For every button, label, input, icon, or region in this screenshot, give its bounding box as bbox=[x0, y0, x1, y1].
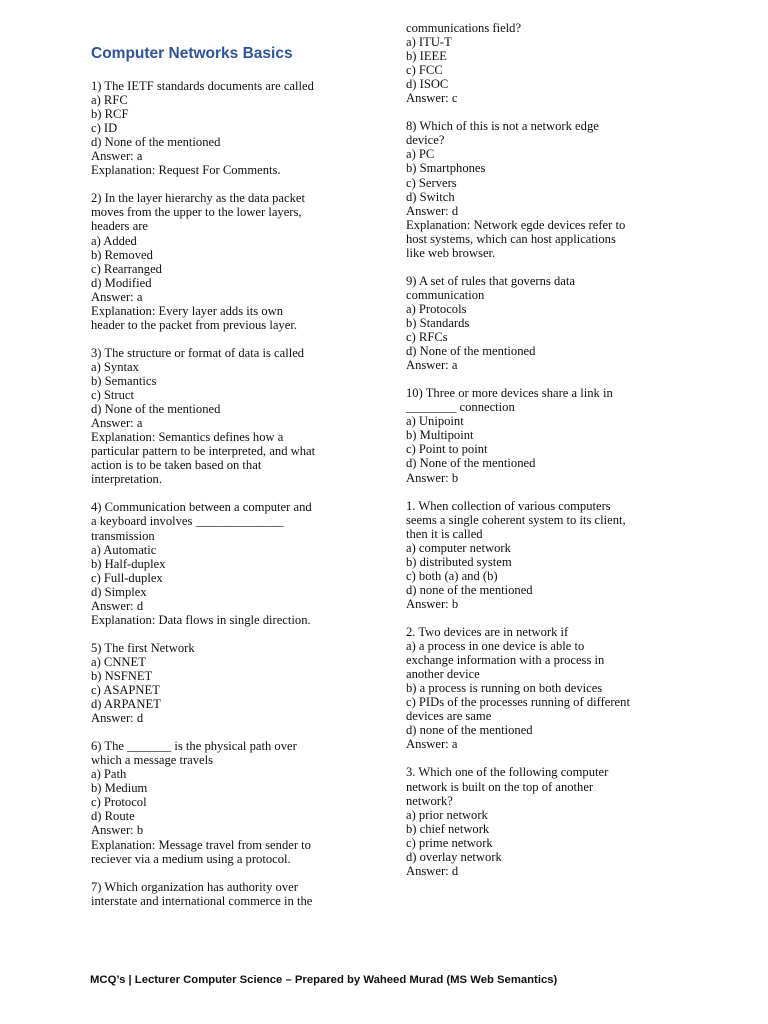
question-line: interpretation. bbox=[91, 472, 162, 487]
question-spacer bbox=[406, 611, 706, 625]
question-line: 6) The _______ is the physical path over bbox=[91, 739, 297, 754]
question-line: Answer: d bbox=[406, 863, 459, 878]
question-line: network? bbox=[406, 793, 453, 808]
question-line: b) Medium bbox=[91, 781, 148, 796]
question-line: d) ARPANET bbox=[91, 697, 161, 712]
question-line: d) None of the mentioned bbox=[406, 456, 536, 471]
question-spacer bbox=[91, 627, 376, 641]
question-line: b) IEEE bbox=[406, 49, 447, 64]
question-block bbox=[406, 386, 706, 484]
question-line: b) Standards bbox=[406, 315, 470, 330]
question-spacer bbox=[406, 372, 706, 386]
question-block bbox=[406, 625, 706, 751]
question-line: 8) Which of this is not a network edge bbox=[406, 119, 599, 134]
question-line: Answer: b bbox=[406, 596, 459, 611]
question-block bbox=[91, 191, 376, 331]
question-line: Answer: a bbox=[91, 289, 143, 304]
question-line: a) a process in one device is able to bbox=[406, 639, 585, 654]
question-line: 1. When collection of various computers bbox=[406, 498, 611, 513]
question-block bbox=[406, 499, 706, 611]
question-line: b) Half-duplex bbox=[91, 556, 166, 571]
question-line: particular pattern to be interpreted, and what bbox=[91, 444, 316, 459]
question-line: a) Unipoint bbox=[406, 414, 464, 429]
question-line: 3. Which one of the following computer bbox=[406, 765, 609, 780]
question-line: like web browser. bbox=[406, 245, 496, 260]
left-column bbox=[91, 0, 376, 908]
question-block bbox=[406, 765, 706, 877]
question-line: 10) Three or more devices share a link in bbox=[406, 386, 613, 401]
question-line: 9) A set of rules that governs data bbox=[406, 273, 575, 288]
question-line: a) CNNET bbox=[91, 654, 146, 669]
question-spacer bbox=[91, 486, 376, 500]
question-line: which a message travels bbox=[91, 753, 214, 768]
question-line: b) RCF bbox=[91, 107, 129, 122]
question-line: b) Semantics bbox=[91, 373, 157, 388]
document-title: Computer Networks Basics bbox=[91, 45, 293, 62]
question-block bbox=[91, 500, 376, 626]
question-line: a) computer network bbox=[406, 540, 511, 555]
question-line: ________ connection bbox=[406, 400, 515, 415]
question-line: d) Route bbox=[91, 809, 135, 824]
question-line: Answer: c bbox=[406, 91, 458, 106]
question-block bbox=[91, 79, 376, 177]
question-line: headers are bbox=[91, 219, 148, 234]
right-column bbox=[406, 0, 706, 878]
question-line: Explanation: Request For Comments. bbox=[91, 163, 281, 178]
question-block bbox=[91, 739, 376, 865]
question-spacer bbox=[406, 260, 706, 274]
question-line: 3) The structure or format of data is called bbox=[91, 345, 305, 360]
question-line: a) Added bbox=[91, 233, 137, 248]
question-line: Answer: a bbox=[91, 416, 143, 431]
question-line: host systems, which can host applications bbox=[406, 231, 616, 246]
question-line: Answer: a bbox=[91, 149, 143, 164]
question-line: a) Path bbox=[91, 767, 127, 782]
question-line: a) Automatic bbox=[91, 542, 157, 557]
question-line: interstate and international commerce in the bbox=[91, 893, 313, 908]
question-line: b) Smartphones bbox=[406, 161, 486, 176]
question-line: d) Modified bbox=[91, 275, 152, 290]
question-line: b) Multipoint bbox=[406, 428, 474, 443]
question-line: 7) Which organization has authority over bbox=[91, 879, 298, 894]
question-line: b) chief network bbox=[406, 821, 490, 836]
question-line: c) both (a) and (b) bbox=[406, 568, 498, 583]
question-spacer bbox=[91, 866, 376, 880]
question-line: c) Servers bbox=[406, 175, 457, 190]
question-spacer bbox=[406, 485, 706, 499]
question-line: c) PIDs of the processes running of different bbox=[406, 695, 630, 710]
question-line: c) Rearranged bbox=[91, 261, 162, 276]
question-line: seems a single coherent system to its client, bbox=[406, 512, 626, 527]
question-line: a) prior network bbox=[406, 807, 488, 822]
question-line: a) ITU-T bbox=[406, 35, 452, 50]
question-line: d) None of the mentioned bbox=[406, 344, 536, 359]
question-block bbox=[91, 880, 376, 908]
question-line: b) distributed system bbox=[406, 554, 512, 569]
question-line: c) Point to point bbox=[406, 442, 488, 457]
question-line: Answer: a bbox=[406, 358, 458, 373]
question-line: 1) The IETF standards documents are called bbox=[91, 79, 314, 93]
question-line: c) Protocol bbox=[91, 795, 147, 810]
question-block bbox=[91, 346, 376, 486]
question-line: a) Protocols bbox=[406, 301, 467, 316]
question-line: Answer: d bbox=[91, 711, 144, 726]
question-line: d) none of the mentioned bbox=[406, 723, 533, 738]
question-spacer bbox=[91, 725, 376, 739]
question-line: another device bbox=[406, 667, 480, 682]
question-line: Explanation: Network egde devices refer to bbox=[406, 217, 626, 232]
question-line: c) ID bbox=[91, 121, 118, 136]
question-block bbox=[91, 641, 376, 725]
question-line: exchange information with a process in bbox=[406, 653, 605, 668]
question-line: d) ISOC bbox=[406, 77, 449, 92]
question-line: d) Simplex bbox=[91, 584, 147, 599]
question-line: c) prime network bbox=[406, 835, 493, 850]
question-line: reciever via a medium using a protocol. bbox=[91, 851, 291, 866]
question-line: c) ASAPNET bbox=[91, 683, 160, 698]
question-line: d) None of the mentioned bbox=[91, 402, 221, 417]
question-line: communication bbox=[406, 287, 485, 302]
question-line: communications field? bbox=[406, 21, 522, 35]
question-line: Answer: a bbox=[406, 737, 458, 752]
question-line: Answer: b bbox=[91, 823, 144, 838]
question-line: d) none of the mentioned bbox=[406, 582, 533, 597]
question-spacer bbox=[406, 105, 706, 119]
question-line: d) overlay network bbox=[406, 849, 502, 864]
question-line: c) Full-duplex bbox=[91, 570, 163, 585]
question-block bbox=[406, 274, 706, 372]
question-line: b) a process is running on both devices bbox=[406, 681, 603, 696]
question-line: 2. Two devices are in network if bbox=[406, 625, 569, 640]
question-line: a) Syntax bbox=[91, 359, 139, 374]
question-spacer bbox=[91, 177, 376, 191]
question-line: moves from the upper to the lower layers, bbox=[91, 205, 302, 220]
question-line: network is built on the top of another bbox=[406, 779, 594, 794]
question-spacer bbox=[406, 751, 706, 765]
question-line: d) Switch bbox=[406, 189, 455, 204]
question-line: then it is called bbox=[406, 526, 483, 541]
question-line: Answer: d bbox=[91, 598, 144, 613]
question-spacer bbox=[91, 332, 376, 346]
question-line: b) Removed bbox=[91, 247, 153, 262]
question-line: Explanation: Data flows in single direction. bbox=[91, 612, 311, 627]
question-line: c) Struct bbox=[91, 388, 135, 403]
question-line: a) PC bbox=[406, 147, 435, 162]
question-line: a) RFC bbox=[91, 93, 128, 108]
question-block bbox=[406, 119, 706, 259]
question-line: header to the packet from previous layer. bbox=[91, 317, 297, 332]
question-block bbox=[406, 21, 706, 105]
question-line: transmission bbox=[91, 528, 155, 543]
question-line: d) None of the mentioned bbox=[91, 135, 221, 150]
question-line: Explanation: Semantics defines how a bbox=[91, 430, 284, 445]
question-line: c) FCC bbox=[406, 63, 443, 78]
question-line: a keyboard involves ______________ bbox=[91, 514, 284, 529]
question-line: devices are same bbox=[406, 709, 492, 724]
page-footer: MCQ’s | Lecturer Computer Science – Prepared by Waheed Murad (MS Web Semantics) bbox=[90, 974, 558, 986]
question-line: 2) In the layer hierarchy as the data packet bbox=[91, 191, 305, 206]
question-line: action is to be taken based on that bbox=[91, 458, 262, 473]
question-line: b) NSFNET bbox=[91, 668, 153, 683]
question-line: Explanation: Every layer adds its own bbox=[91, 303, 284, 318]
question-line: device? bbox=[406, 133, 445, 148]
question-line: Answer: b bbox=[406, 470, 459, 485]
question-line: c) RFCs bbox=[406, 330, 448, 345]
question-line: Explanation: Message travel from sender to bbox=[91, 837, 311, 852]
question-line: 5) The first Network bbox=[91, 640, 195, 655]
question-line: 4) Communication between a computer and bbox=[91, 500, 312, 515]
question-line: Answer: d bbox=[406, 203, 459, 218]
